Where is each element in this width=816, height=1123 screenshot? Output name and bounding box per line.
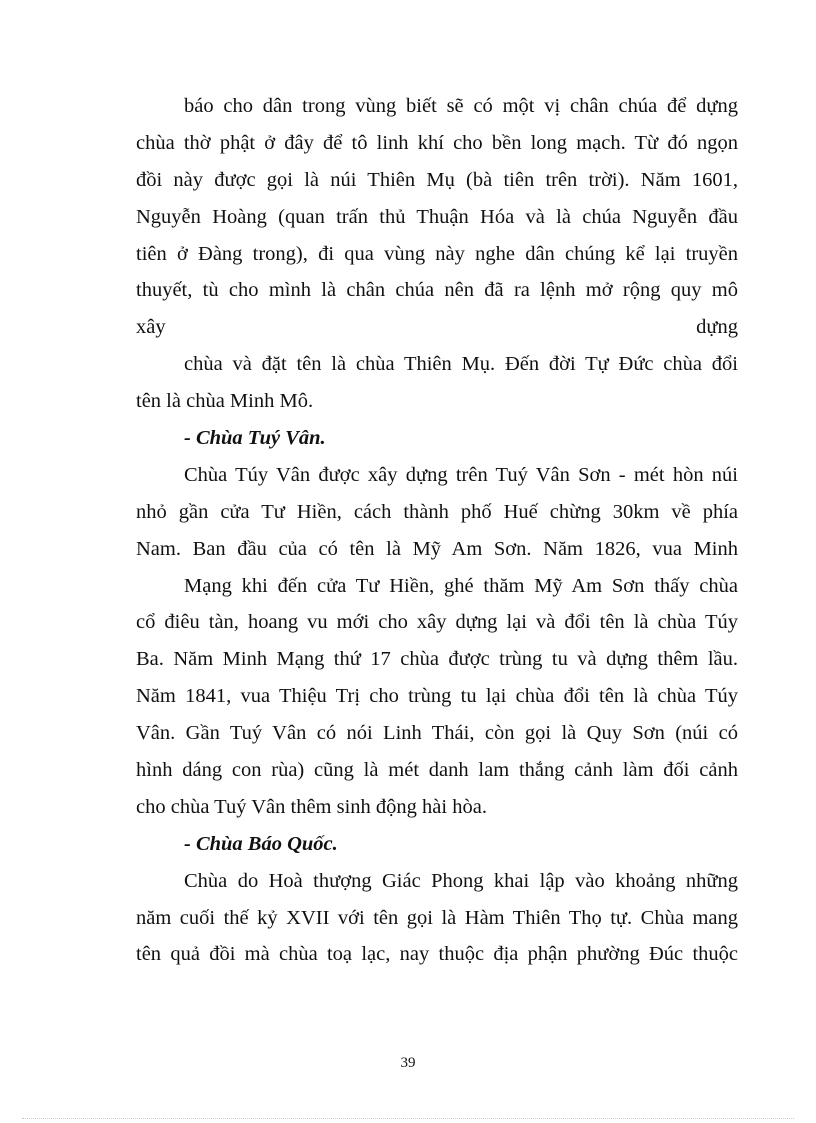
text-line: Năm 1841, vua Thiệu Trị cho trùng tu lại chùa đổi tên là chùa Túy xyxy=(136,685,738,708)
text-line: thuyết, tù cho mình là chân chúa nên đã ra lệnh mở rộng quy mô xyxy=(136,279,738,302)
text-line: tên là chùa Minh Mô. xyxy=(136,390,314,413)
text-line: Vân. Gần Tuý Vân có nói Linh Thái, còn gọi là Quy Sơn (núi có xyxy=(136,722,738,745)
text-line: chùa thờ phật ở đây để tô linh khí cho bền long mạch. Từ đó ngọn xyxy=(136,131,738,154)
section-heading: - Chùa Báo Quốc. xyxy=(184,832,338,855)
text-line: năm cuối thế kỷ XVII với tên gọi là Hàm Thiên Thọ tự. Chùa mang xyxy=(136,906,738,929)
text-line: Nguyễn Hoàng (quan trấn thủ Thuận Hóa và là chúa Nguyễn đầu xyxy=(136,205,738,228)
text-line: nhỏ gần cửa Tư Hiền, cách thành phố Huế chừng 30km về phía xyxy=(136,500,738,523)
page-number: 39 xyxy=(400,1055,416,1071)
section-heading: - Chùa Tuý Vân. xyxy=(184,427,326,450)
text-line: chùa và đặt tên là chùa Thiên Mụ. Đến đời Tự Đức chùa đổi xyxy=(184,353,738,376)
text-line: Chùa Túy Vân được xây dựng trên Tuý Vân Sơn - mét hòn núi xyxy=(184,463,738,486)
text-line: hình dáng con rùa) cũng là mét danh lam thắng cảnh làm đối cảnh xyxy=(136,759,738,782)
text-line: báo cho dân trong vùng biết sẽ có một vị chân chúa để dựng xyxy=(184,95,738,117)
text-line: tên quả đồi mà chùa toạ lạc, nay thuộc địa phận phường Đúc thuộc xyxy=(136,943,738,966)
text-line: cho chùa Tuý Vân thêm sinh động hài hòa. xyxy=(136,795,487,818)
text-line: Nam. Ban đầu của có tên là Mỹ Am Sơn. Năm 1826, vua Minh xyxy=(136,537,738,560)
text-line: cổ điêu tàn, hoang vu mới cho xây dựng lại và đổi tên là chùa Túy xyxy=(136,611,738,634)
text-line: xây dựng xyxy=(136,316,738,339)
page-bottom-divider xyxy=(22,1118,794,1119)
text-line: Ba. Năm Minh Mạng thứ 17 chùa được trùng tu và dựng thêm lầu. xyxy=(136,648,738,671)
text-line: Mạng khi đến cửa Tư Hiền, ghé thăm Mỹ Am Sơn thấy chùa xyxy=(184,574,738,597)
text-line: tiên ở Đàng trong), đi qua vùng này nghe dân chúng kể lại truyền xyxy=(136,242,738,265)
text-line: đồi này được gọi là núi Thiên Mụ (bà tiên trên trời). Năm 1601, xyxy=(136,168,738,191)
body-text xyxy=(136,88,738,973)
text-line: Chùa do Hoà thượng Giác Phong khai lập vào khoảng những xyxy=(184,869,738,892)
